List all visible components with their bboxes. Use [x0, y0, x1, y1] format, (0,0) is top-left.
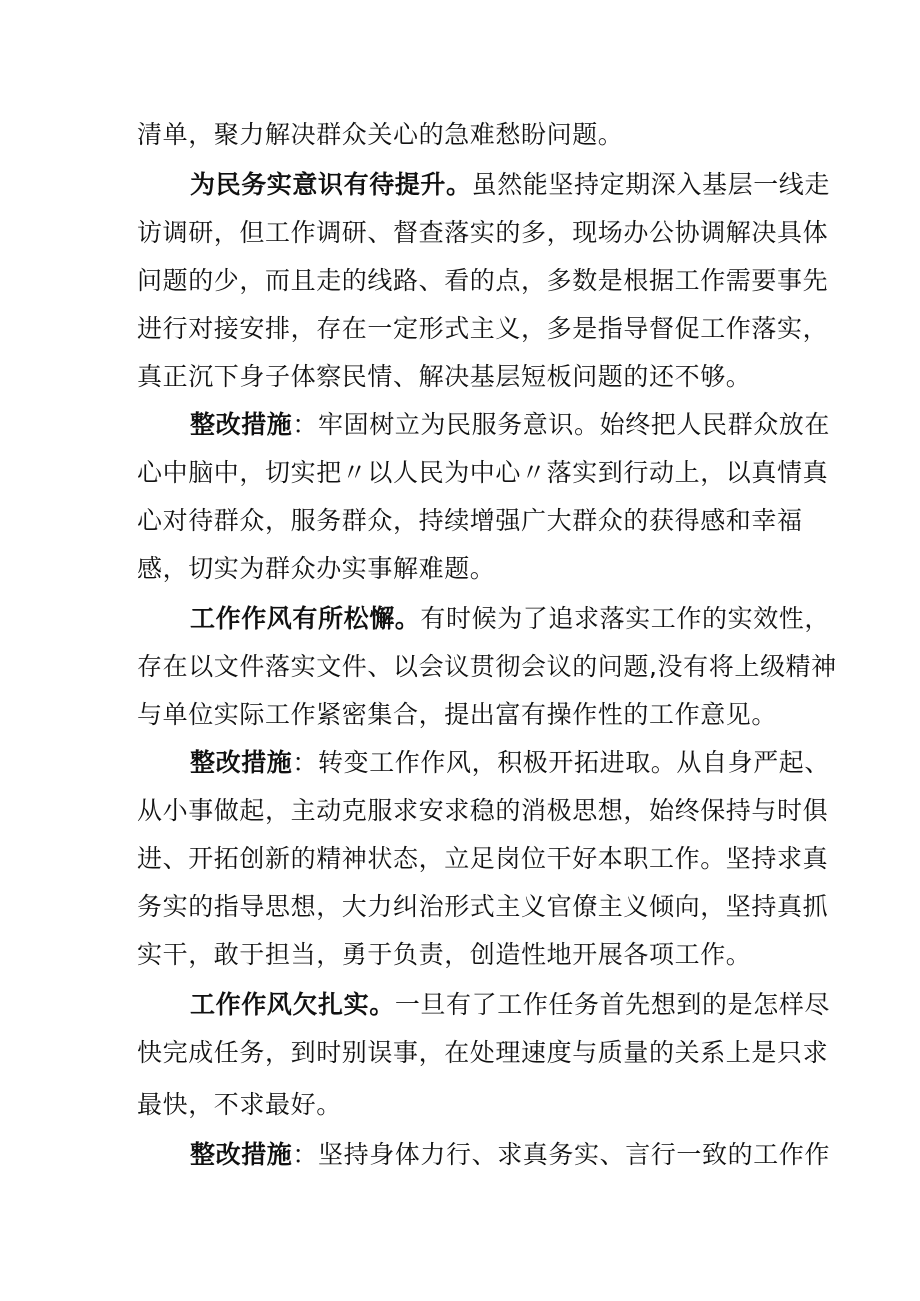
text-line: [0, 1081, 920, 1129]
text-line: [0, 787, 920, 835]
text-segment: 有时候为了追求落实工作的实效性，: [420, 604, 831, 633]
heading-segment: 工作作风欠扎实。: [190, 990, 395, 1019]
text-segment: 问题的少，而且走的线路、看的点，多数是根据工作需要事先: [137, 266, 829, 295]
text-segment: 心对待群众，服务群众，持续增强广大群众的获得感和幸福: [137, 506, 803, 535]
text-segment: ：转变工作作风，积极开拓进取。从自身严起、: [292, 748, 831, 777]
heading-segment: 整改措施: [190, 1140, 293, 1169]
text-line: [0, 257, 920, 305]
text-segment: 进、开拓创新的精神状态，立足岗位干好本职工作。坚持求真: [137, 844, 829, 873]
text-line: [0, 691, 920, 739]
text-line: [0, 739, 920, 787]
text-segment: 实干，敢于担当，勇于负责，创造性地开展各项工作。: [137, 940, 752, 969]
text-segment: 心中脑中，切实把〃以人民为中心〃落实到行动上，以真情真: [137, 458, 829, 487]
text-segment: 存在以文件落实文件、以会议贯彻会议的问题,没有将上级精神: [137, 652, 837, 681]
text-segment: 与单位实际工作紧密集合，提出富有操作性的工作意见。: [137, 700, 778, 729]
text-segment: 清单，聚力解决群众关心的急难愁盼问题。: [137, 120, 624, 149]
heading-segment: 工作作风有所松懈。: [190, 604, 421, 633]
text-line: [0, 981, 920, 1029]
text-line: [0, 209, 920, 257]
text-line: [0, 161, 920, 209]
text-segment: 务实的指导思想，大力纠治形式主义官僚主义倾向，坚持真抓: [137, 892, 829, 921]
text-segment: ：坚持身体力行、求真务实、言行一致的工作作: [292, 1140, 831, 1169]
text-line: [0, 497, 920, 545]
heading-segment: 整改措施: [190, 748, 293, 777]
text-line: [0, 1029, 920, 1077]
heading-segment: 整改措施: [190, 410, 293, 439]
text-line: [0, 595, 920, 643]
text-segment: 快完成任务，到时别误事，在处理速度与质量的关系上是只求: [137, 1038, 829, 1067]
text-line: [0, 111, 920, 159]
text-segment: 一旦有了工作任务首先想到的是怎样尽: [394, 990, 831, 1019]
text-line: [0, 353, 920, 401]
text-segment: 访调研，但工作调研、督查落实的多，现场办公协调解决具体: [137, 218, 829, 247]
text-segment: 从小事做起，主动克服求安求稳的消极思想，始终保持与时俱: [137, 796, 829, 825]
text-line: [0, 931, 920, 979]
text-line: [0, 883, 920, 931]
text-line: [0, 401, 920, 449]
text-segment: 进行对接安排，存在一定形式主义，多是指导督促工作落实，: [137, 314, 829, 343]
text-segment: 感，切实为群众办实事解难题。: [137, 554, 496, 583]
text-line: [0, 545, 920, 593]
text-line: [0, 1131, 920, 1179]
text-line: [0, 449, 920, 497]
text-line: [0, 835, 920, 883]
text-segment: 最快，不求最好。: [137, 1090, 342, 1119]
heading-segment: 为民务实意识有待提升。: [190, 170, 472, 199]
text-segment: ：牢固树立为民服务意识。始终把人民群众放在: [292, 410, 831, 439]
text-line: [0, 305, 920, 353]
text-segment: 真正沉下身子体察民情、解决基层短板问题的还不够。: [137, 362, 752, 391]
text-segment: 虽然能坚持定期深入基层一线走: [471, 170, 831, 199]
text-line: [0, 643, 920, 691]
